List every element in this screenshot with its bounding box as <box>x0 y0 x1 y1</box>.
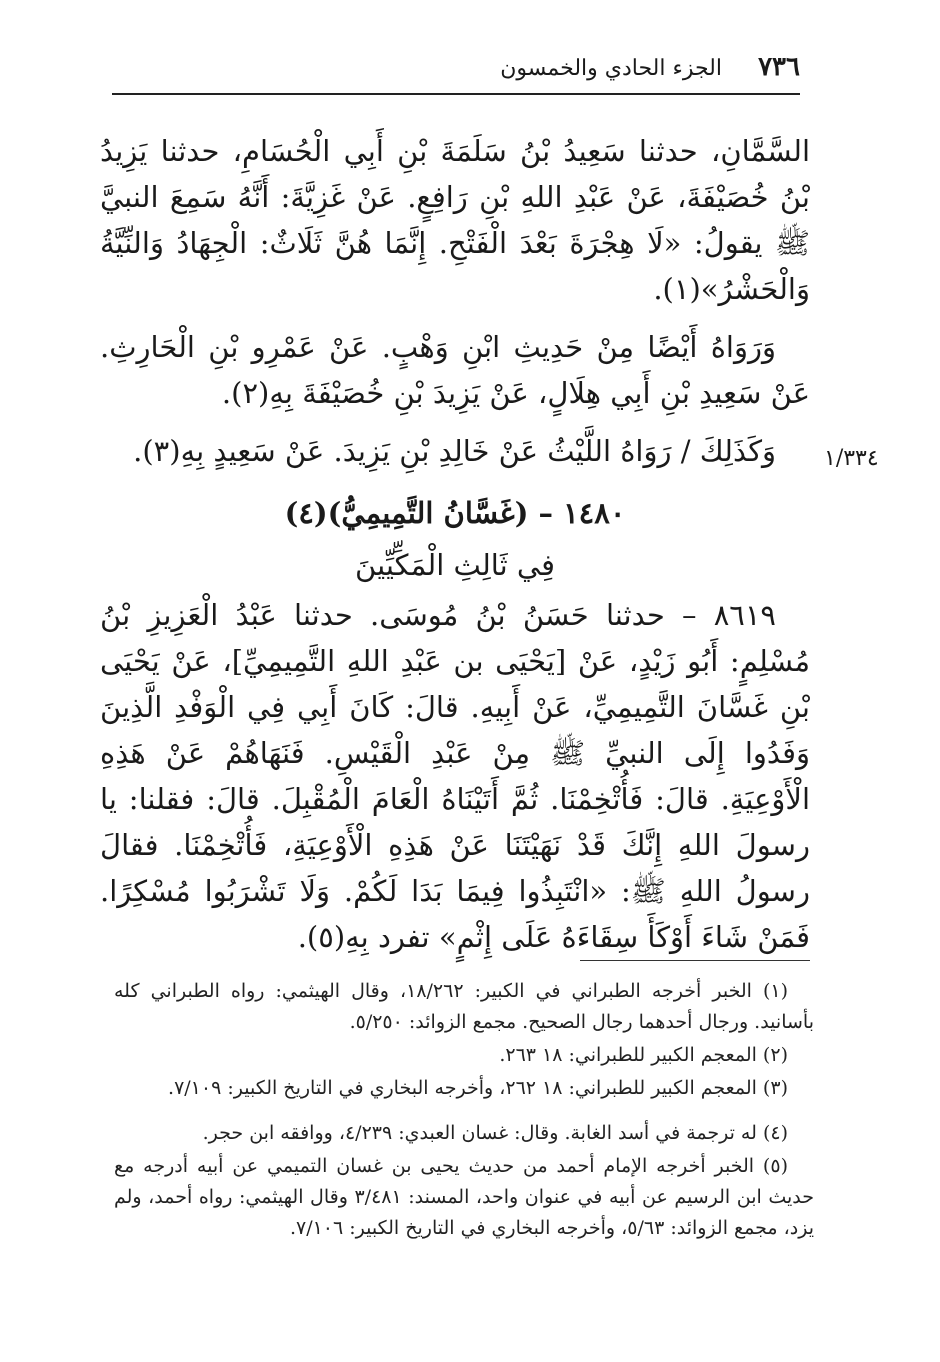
footnote-3: (٣) المعجم الكبير للطبراني: ١٨ ٢٦٢، وأخرجه البخاري في التاريخ الكبير: ٧/١٠٩. <box>168 1077 788 1099</box>
footnote-rule <box>580 960 810 961</box>
entry-heading: ١٤٨٠ – (غَسَّانُ التَّمِيمِيُّ)(٤) <box>284 496 626 530</box>
header-title: الجزء الحادي والخمسون <box>500 56 722 81</box>
footnote-2: (٢) المعجم الكبير للطبراني: ١٨ ٢٦٣. <box>499 1044 788 1066</box>
hadith-text-block <box>100 592 810 972</box>
margin-reference: ١/٣٣٤ <box>824 446 879 471</box>
footnotes <box>114 976 814 1246</box>
footnote-4: (٤) له ترجمة في أسد الغابة. وقال: غسان العبدي: ٤/٢٣٩، ووافقه ابن حجر. <box>202 1122 788 1144</box>
header-rule <box>112 93 800 95</box>
paragraph-2: وَرَوَاهُ أَيْضًا مِنْ حَدِيثِ ابْنِ وَهْبٍ. عَنْ عَمْرِو بْنِ الْحَارِثِ. عَنْ سَعِيدِ بْنِ أَبِي هِلَالٍ، عَنْ يَزِيدَ بْنِ خُصَيْفَةَ بِهِ(٢). <box>100 330 810 410</box>
paragraph-3: وَكَذَلِكَ / رَوَاهُ اللَّيْثُ عَنْ خَالِدِ بْنِ يَزِيدَ. عَنْ سَعِيدٍ بِهِ(٣). <box>133 434 776 468</box>
running-header <box>112 48 800 88</box>
hadith-8619: ٨٦١٩ – حدثنا حَسَنُ بْنُ مُوسَى. حدثنا عَبْدُ الْعَزِيزِ بْنُ مُسْلِمٍ: أَبُو زَيْدٍ، عَنْ [يَحْيَى بن عَبْدِ اللهِ التَّمِيمِيِّ]، عَنْ يَحْيَى بْنِ غَسَّانَ التَّمِيمِيِّ، عَنْ أَبِيهِ. قالَ: كَانَ أَبِي فِي الْوَفْدِ الَّذِينَ وَفَدُوا إِلَى النبيِّ ﷺ مِنْ عَبْدِ الْقَيْسِ. فَنَهَاهُمْ عَنْ هَذِهِ الْأَوْعِيَةِ. قالَ: فَأُتْخِمْنَا. ثُمَّ أَتَيْنَاهُ الْعَامَ الْمُقْبِلَ. قالَ: فقلنا: يا رسولَ اللهِ إِنَّكَ قَدْ نَهَيْتَنَا عَنْ هَذِهِ الْأَوْعِيَةِ، فَأُتْخِمْنَا. فقالَ رسولُ اللهِ ﷺ: «انْتَبِذُوا فِيمَا بَدَا لَكُمْ. وَلَا تَشْرَبُوا مُسْكِرًا. فَمَنْ شَاءَ أَوْكَأَ سِقَاءَهُ عَلَى إِثْمٍ» تفرد بِهِ(٥). <box>100 598 810 954</box>
footnote-1: (١) الخبر أخرجه الطبراني في الكبير: ١٨/٢٦٢، وقال الهيثمي: رواه الطبراني كله بأسانيد. ورجال أحدهما رجال الصحيح. مجمع الزوائد: ٥/٢٥٠. <box>114 980 814 1033</box>
footnote-5: (٥) الخبر أخرجه الإمام أحمد من حديث يحيى بن غسان التميمي عن أبيه أدرجه مع حديث ابن الرسيم عن أبيه في عنوان واحد، المسند: ٣/٤٨١ وقال الهيثمي: رواه أحمد، ولم يزد، مجمع الزوائد: ٥/٦٣، وأخرجه البخاري في التاريخ الكبير: ٧/١٠٦. <box>114 1155 815 1239</box>
page-number: ٧٣٦ <box>758 52 800 82</box>
paragraph-1: السَّمَّانِ، حدثنا سَعِيدُ بْنُ سَلَمَةَ بْنِ أَبِي الْحُسَامِ، حدثنا يَزِيدُ بْنُ خُصَيْفَةَ، عَنْ عَبْدِ اللهِ بْنِ رَافِعٍ. عَنْ غَزِيَّةَ: أَنَّهُ سَمِعَ النبيَّ ﷺ يقولُ: «لَا هِجْرَةَ بَعْدَ الْفَتْحِ. إِنَّمَا هُنَّ ثَلَاثٌ: الْجِهَادُ وَالنِّيَّةُ وَالْحَشْرُ»(١). <box>100 134 810 306</box>
entry-subheading: فِي ثَالِثِ الْمَكِّيِّينَ <box>355 548 555 582</box>
main-text-block <box>100 128 810 486</box>
